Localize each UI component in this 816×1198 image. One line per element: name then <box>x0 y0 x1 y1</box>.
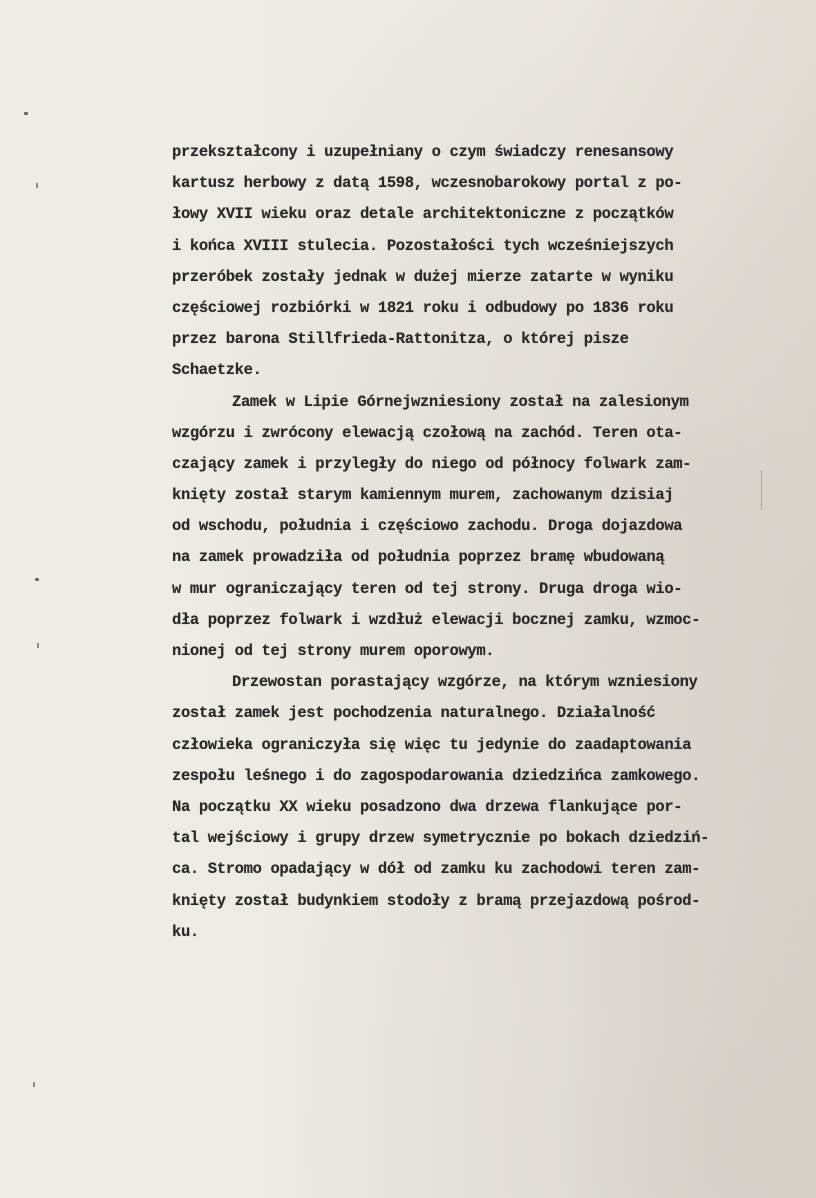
text-line: i końca XVIII stulecia. Pozostałości tych wcześniejszych <box>172 236 674 255</box>
paragraph <box>172 137 772 387</box>
text-line: dła poprzez folwark i wzdłuż elewacji bocznej zamku, wzmoc- <box>172 610 701 629</box>
text-line: na zamek prowadziła od południa poprzez bramę wbudowaną <box>172 548 665 567</box>
text-line: Zamek w Lipie Górnejwzniesiony został na zalesionym <box>232 392 689 411</box>
text-line: w mur ograniczający teren od tej strony. Druga droga wio- <box>172 579 683 598</box>
margin-mark <box>24 112 28 115</box>
paragraph <box>172 667 772 948</box>
text-line: przez barona Stillfrieda-Rattonitza, o której pisze <box>172 330 629 349</box>
text-line: przekształcony i uzupełniany o czym świadczy renesansowy <box>172 143 674 161</box>
text-line: czający zamek i przyległy do niego od północy folwark zam- <box>172 454 692 473</box>
text-line: przeróbek zostały jednak w dużej mierze zatarte w wyniku <box>172 267 674 286</box>
text-line: tal wejściowy i grupy drzew symetrycznie po bokach dziedziń- <box>172 829 710 848</box>
text-line: ca. Stromo opadający w dół od zamku ku zachodowi teren zam- <box>172 860 701 879</box>
text-line: knięty został starym kamiennym murem, zachowanym dzisiaj <box>172 486 674 505</box>
margin-mark <box>33 1082 35 1087</box>
text-line: częściowej rozbiórki w 1821 roku i odbudowy po 1836 roku <box>172 298 674 317</box>
text-line: nionej od tej strony murem oporowym. <box>172 642 495 660</box>
body-text <box>172 137 772 948</box>
margin-mark <box>37 643 39 648</box>
margin-mark <box>35 578 39 581</box>
text-line: Na początku XX wieku posadzono dwa drzewa flankujące por- <box>172 797 683 816</box>
text-line: wzgórzu i zwrócony elewacją czołową na zachód. Teren ota- <box>172 423 683 442</box>
text-line: knięty został budynkiem stodoły z bramą przejazdową pośrod- <box>172 891 701 910</box>
text-line: kartusz herbowy z datą 1598, wczesnobarokowy portal z po- <box>172 174 683 193</box>
text-line: od wschodu, południa i częściowo zachodu. Droga dojazdowa <box>172 517 683 536</box>
paragraph <box>172 387 772 668</box>
margin-mark <box>36 183 38 188</box>
text-line: człowieka ograniczyła się więc tu jedynie do zaadaptowania <box>172 735 692 754</box>
text-line: zespołu leśnego i do zagospodarowania dziedzińca zamkowego. <box>172 766 701 785</box>
text-line: ku. <box>172 922 199 941</box>
text-line: został zamek jest pochodzenia naturalnego. Działalność <box>172 704 656 723</box>
text-line: Schaetzke. <box>172 361 262 380</box>
text-line: łowy XVII wieku oraz detale architektoniczne z początków <box>172 205 674 224</box>
text-line: Drzewostan porastający wzgórze, na którym wzniesiony <box>232 673 698 692</box>
